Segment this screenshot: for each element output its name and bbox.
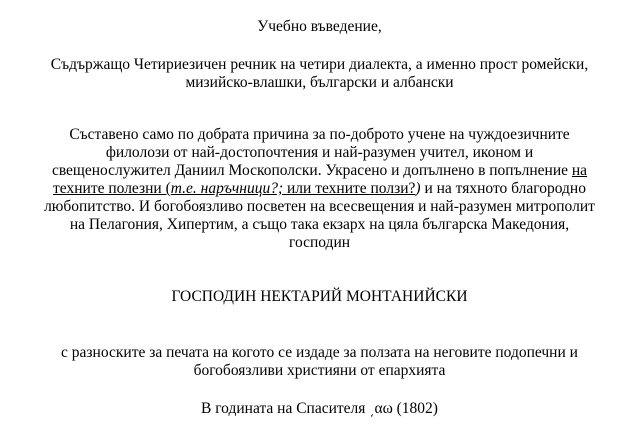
publication-year: В годината на Спасителя ͵αω (1802)	[201, 400, 438, 417]
body-line-1: Съставено само по добрата причина за по-доброто учене на чуждоезичните	[69, 126, 570, 143]
dedicatee-name: ГОСПОДИН НЕКТАРИЙ МОНТАНИЙСКИ	[171, 288, 468, 305]
document-title: Учебно въведение,	[257, 18, 382, 35]
body-line-4-text: и на тяхното благородно	[420, 180, 586, 197]
body-line-6: на Пелагония, Хипертим, а също така екзарх на цяла българска Македония,	[69, 216, 570, 233]
body-line-4-italic-note: т.е. наръчници?;	[170, 180, 284, 197]
subtitle-line-1: Съдържащо Четириезичен речник на четири диалекта, а именно прост ромейски,	[50, 56, 589, 73]
body-line-5: любопитство. И богобоязливо посветен на всесвещения и най-разумен митрополит	[44, 198, 595, 215]
body-line-3	[0, 162, 639, 180]
closing-line-2: богобоязливи християни от епархията	[193, 362, 446, 379]
body-line-2: филолози от най-достопочтения и най-разумен учител, иконом и	[105, 144, 534, 161]
closing-line-1: с разноските за печата на когото се издаде за ползата на неговите подопечни и	[61, 344, 578, 361]
body-line-3-text: свещенослужител Даниил Москополски. Украсено и допълнено в попълнение	[51, 162, 572, 179]
body-line-4-underlined-a: техните полезни (	[53, 180, 171, 197]
subtitle-line-2: мизийско-влашки, български и албански	[185, 74, 454, 91]
body-line-3-underlined: на	[571, 162, 588, 179]
body-line-7: господин	[288, 234, 351, 251]
body-line-4	[0, 180, 639, 198]
body-line-4-underlined-b: или техните ползи?	[283, 180, 416, 197]
body-line-4-italic-paren: )	[415, 180, 421, 197]
